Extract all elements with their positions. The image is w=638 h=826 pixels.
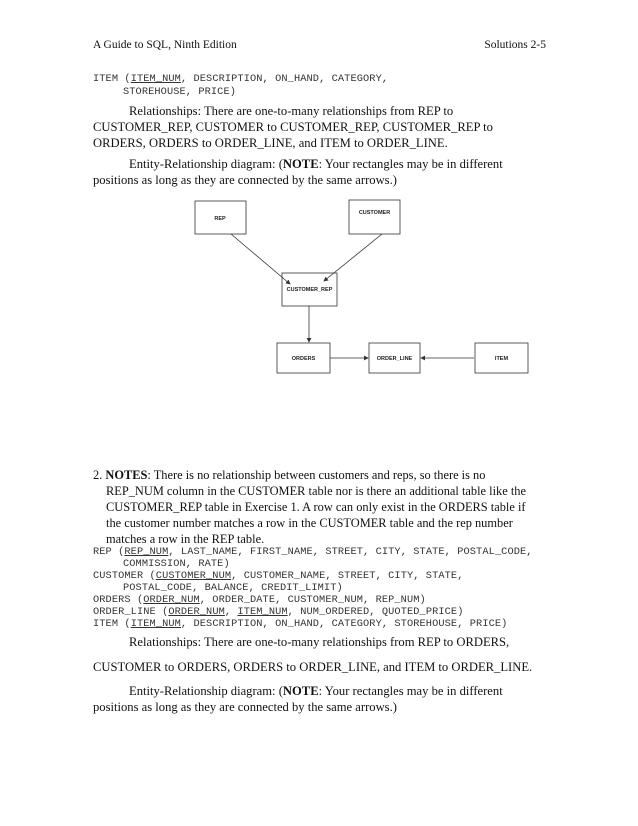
arrow-customer-to-customer-rep — [324, 234, 382, 281]
customer-table-def: CUSTOMER (CUSTOMER_NUM, CUSTOMER_NAME, STREET, CITY, STATE, — [93, 570, 464, 582]
item-table-def-cont: STOREHOUSE, PRICE) — [123, 86, 237, 98]
item-num-key-2: ITEM_NUM — [130, 618, 181, 630]
orders-table-def: ORDERS (ORDER_NUM, ORDER_DATE, CUSTOMER_NUM, REP_NUM) — [93, 594, 426, 606]
entity-customer-label: CUSTOMER — [358, 210, 391, 216]
entity-customer — [349, 200, 400, 234]
item-num-key: ITEM_NUM — [130, 73, 181, 85]
header-book-title: A Guide to SQL, Ninth Edition — [93, 39, 237, 51]
arrow-rep-to-customer-rep — [231, 234, 290, 284]
erd-intro-1-line2: positions as long as they are connected by the same arrows.) — [93, 173, 397, 187]
notes-line: the customer number matches a row in the CUSTOMER table and the rep number — [106, 516, 513, 530]
notes-line: CUSTOMER_REP table in Exercise 1. A row can only exist in the ORDERS table if — [106, 500, 526, 514]
item-table-def-2: ITEM (ITEM_NUM, DESCRIPTION, ON_HAND, CATEGORY, STOREHOUSE, PRICE) — [93, 618, 508, 630]
entity-rep — [195, 201, 246, 234]
order-line-order-num-key: ORDER_NUM — [168, 606, 225, 618]
order-line-item-num-key: ITEM_NUM — [237, 606, 288, 618]
entity-item — [475, 343, 528, 373]
erd-intro-2-line2: positions as long as they are connected by the same arrows.) — [93, 700, 397, 714]
customer-num-key: CUSTOMER_NUM — [155, 570, 232, 582]
header-page-number: Solutions 2-5 — [484, 39, 546, 51]
entity-order-line — [369, 343, 420, 373]
relationships-2-line1: Relationships: There are one-to-many relationships from REP to ORDERS, — [129, 635, 510, 649]
erd-intro-2: Entity-Relationship diagram: (NOTE: Your rectangles may be in different positions as long as they are connected by the same arrows.) — [93, 683, 533, 715]
order-line-table-def: ORDER_LINE (ORDER_NUM, ITEM_NUM, NUM_ORDERED, QUOTED_PRICE) — [93, 606, 464, 618]
relationships-2 — [93, 634, 553, 675]
entity-rep-label: REP — [214, 216, 226, 222]
notes-line: matches a row in the REP table. — [106, 532, 265, 546]
note-label-2: NOTE — [282, 684, 319, 698]
entity-customer-rep-label: CUSTOMER_REP — [286, 287, 333, 293]
rep-table-def: REP (REP_NUM, LAST_NAME, FIRST_NAME, STREET, CITY, STATE, POSTAL_CODE, — [93, 546, 533, 558]
relationships-2-line2: CUSTOMER to ORDERS, ORDERS to ORDER_LINE, and ITEM to ORDER_LINE. — [93, 660, 533, 674]
notes-line: REP_NUM column in the CUSTOMER table nor is there an additional table like the — [106, 484, 526, 498]
erd-intro-1: Entity-Relationship diagram: (NOTE: Your rectangles may be in different positions as long as they are connected by the same arrows.) — [93, 156, 533, 188]
entity-item-label: ITEM — [494, 356, 509, 362]
rep-num-key: REP_NUM — [124, 546, 169, 558]
item-table-def: ITEM (ITEM_NUM, DESCRIPTION, ON_HAND, CATEGORY, — [93, 73, 389, 85]
entity-orders-label: ORDERS — [291, 356, 316, 362]
entity-customer-rep — [282, 273, 337, 306]
rep-table-def-cont: COMMISSION, RATE) — [123, 558, 230, 570]
entity-order-line-label: ORDER_LINE — [376, 356, 413, 362]
exercise-2-notes: 2. NOTES: There is no relationship between customers and reps, so there is no REP_NUM column in the CUSTOMER table nor is there an additional table like the CUSTOMER_REP table in Exercise 1. A row can only exist in the ORDERS table if the customer number matches a row in the CUSTOMER table and the rep number matches a row in the REP table. — [93, 467, 543, 547]
relationships-1-line: ORDERS, ORDERS to ORDER_LINE, and ITEM to ORDER_LINE. — [93, 136, 448, 150]
entity-orders — [277, 343, 330, 373]
relationships-1-line: CUSTOMER_REP, CUSTOMER to CUSTOMER_REP, CUSTOMER_REP to — [93, 120, 493, 134]
note-label: NOTE — [282, 157, 319, 171]
order-num-key: ORDER_NUM — [143, 594, 200, 606]
customer-table-def-cont: POSTAL_CODE, BALANCE, CREDIT_LIMIT) — [123, 582, 343, 594]
notes-label: NOTES — [105, 468, 148, 482]
relationships-1-line: Relationships: There are one-to-many relationships from REP to — [129, 104, 454, 118]
